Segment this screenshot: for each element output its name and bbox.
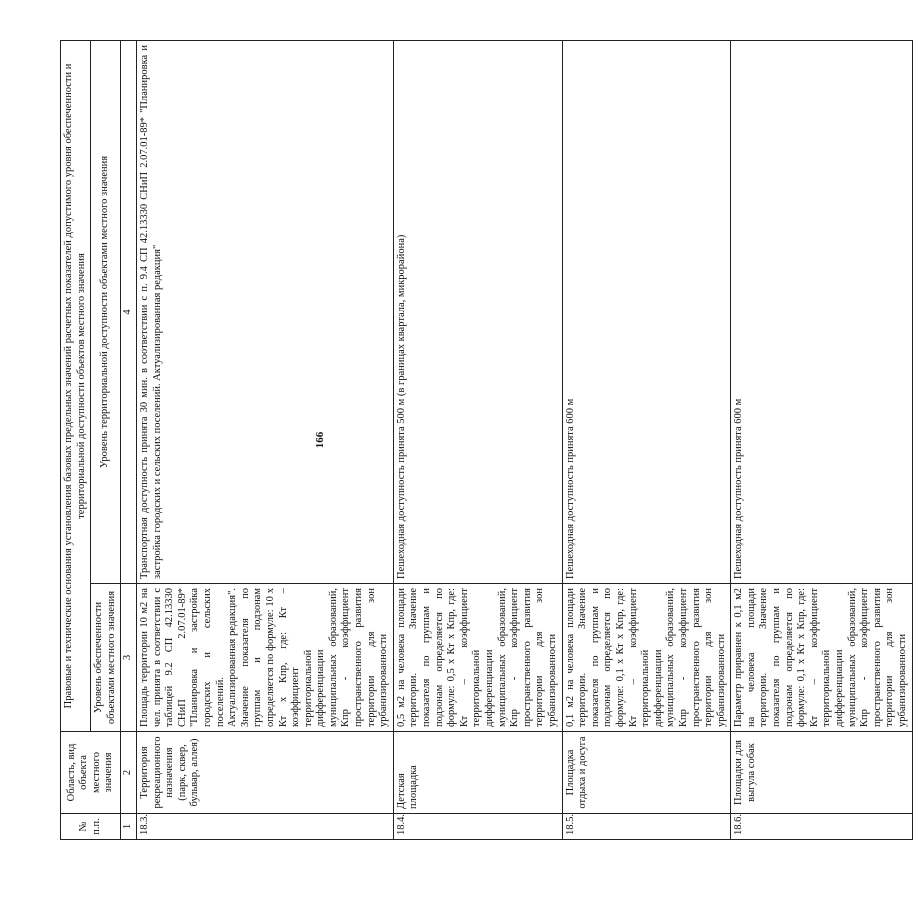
table-row xyxy=(562,41,731,840)
row-provision: Площадь территории 10 м2 на чел. принята в соответствии с таблицей 9.2 СП 42.13330 СНиП 2.07.01-89* "Планировка и застройка городских и сельских поселений. Актуализированная редакция". Значение показателя по группам и подзонам определяется по формуле: 10 х Кт х Кпр, где: Кт – коэффициент территориальной дифференциации муниципальных образований, Кпр - коэффициент пространственного развития территории для зон урбанизированности xyxy=(136,584,393,732)
row-num: 18.5. xyxy=(562,814,731,840)
index-cell: 2 xyxy=(121,732,137,814)
header-area: Область, вид объекта местного значения xyxy=(61,732,121,814)
row-area: Площадка отдыха и досуга xyxy=(562,732,731,814)
row-access: Транспортная доступность принята 30 мин. в соответствии с п. 9.4 СП 42.13330 СНиП 2.07.01-89* "Планировка и застройка городских и сельских поселений. Актуализированная редакция" xyxy=(136,41,393,584)
landscape-sheet xyxy=(60,40,908,840)
header-provision: Уровень обеспеченности объектами местного значения xyxy=(91,584,121,732)
header-access: Уровень территориальной доступности объектами местного значения xyxy=(91,41,121,584)
page-number: 166 xyxy=(314,431,326,449)
row-access: Пешеходная доступность принята 600 м xyxy=(562,41,731,584)
row-provision: 0,5 м2 на человека площади территории. Значение показателя по группам и подзонам определяется по формуле: 0,5 х Кт х Кпр, где: Кт – коэффициент территориальной дифференциации муниципальных образований, Кпр - коэффициент пространственного развития территории для зон урбанизированности xyxy=(393,584,562,732)
row-area: Территория рекреационного назначения (парк, сквер, бульвар, аллея) xyxy=(136,732,393,814)
row-provision: 0,1 м2 на человека площади территории. Значение показателя по группам и подзонам определяется по формуле: 0,1 х Кт х Кпр, где: Кт – коэффициент территориальной дифференциации муниципальных образований, Кпр - коэффициент пространственного развития территории для зон урбанизированности xyxy=(562,584,731,732)
row-num: 18.4. xyxy=(393,814,562,840)
standards-table xyxy=(60,40,913,840)
table-row xyxy=(731,41,912,840)
header-group-title: Правовые и технические основания установления базовых предельных значений расчетных показателей допустимого уровня обеспеченности и территориальной доступности объектов местного значения xyxy=(61,41,91,732)
header-row-2 xyxy=(91,41,121,840)
index-cell: 1 xyxy=(121,814,137,840)
row-area: Площадки для выгула собак xyxy=(731,732,912,814)
row-provision: Параметр приравнен к 0,1 м2 на человека площади территории. Значение показателя по группам и подзонам определяется по формуле: 0,1 х Кт х Кпр, где: Кт – коэффициент территориальной дифференциации муниципальных образований, Кпр - коэффициент пространственного развития территории для зон урбанизированности xyxy=(731,584,912,732)
index-cell: 3 xyxy=(121,584,137,732)
row-num: 18.6. xyxy=(731,814,912,840)
header-num: № п.п. xyxy=(61,814,121,840)
table-row xyxy=(393,41,562,840)
row-num: 18.3. xyxy=(136,814,393,840)
header-row-1 xyxy=(61,41,91,840)
index-row xyxy=(121,41,137,840)
table-row xyxy=(136,41,393,840)
index-cell: 4 xyxy=(121,41,137,584)
rotated-page-content xyxy=(60,40,908,840)
row-access: Пешеходная доступность принята 500 м (в границах квартала, микрорайона) xyxy=(393,41,562,584)
row-access: Пешеходная доступность принята 600 м xyxy=(731,41,912,584)
row-area: Детская площадка xyxy=(393,732,562,814)
